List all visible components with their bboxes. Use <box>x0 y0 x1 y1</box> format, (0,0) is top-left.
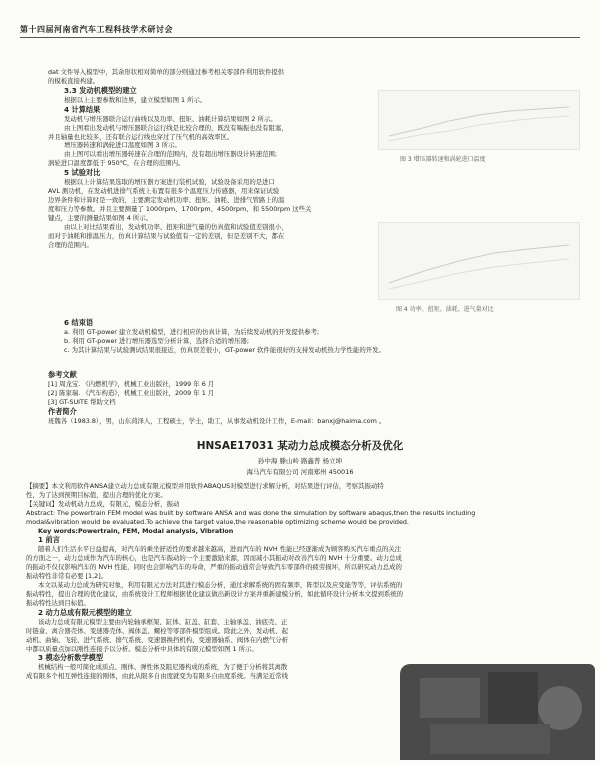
figure-3-plot <box>379 91 579 149</box>
bio-text: 班魏各（1983.8），男，山东菏泽人，工程硕士，学士，助工，从事发动机设计工作，E-mail：banxj@haima.com 。 <box>48 416 386 425</box>
figure-4-image <box>378 222 580 300</box>
paragraph-line: 振动特性达到目标值。 <box>26 598 90 607</box>
paragraph-line: 的振动不仅仅影响汽车的 NVH 性能，同时也会影响汽车的寿命，严重的振动通常会导致汽车零部件的疲劳损坏，所以研究动力总成的 <box>26 563 402 572</box>
section-heading-6: 6 结束语 <box>64 318 94 327</box>
paragraph-line: 发动机与增压器联合运行曲线以及功率、扭矩、油耗计算结果如图 2 所示。 <box>64 114 277 123</box>
paragraph-line: AVL 测功机，在发动机进排气系统上布置有很多个温度压力传感器，用来保证试验 <box>48 187 280 196</box>
paragraph-line: 根据以上主要参数和边界，建立模型如图 1 所示。 <box>64 95 207 104</box>
section-heading-2: 2 动力总成有限元模型的建立 <box>38 607 132 617</box>
paragraph-line: 动机、曲轴、飞轮、进气系统、排气系统、变速器换挡机构、变速器轴系、阀体在内燃气分析 <box>26 635 289 644</box>
paragraph-line: 度和压力等参数。并且主要测量了 1000rpm、1700rpm、4500rpm、和 5500rpm 这些关 <box>48 204 312 213</box>
bio-heading: 作者简介 <box>48 406 77 416</box>
paragraph-line: 该动力总成有限元模型主要由内轮轴承框架、缸体、缸盖、缸套、主轴承盖、油底壳、正 <box>38 617 288 626</box>
paragraph-line: 中都以质量点加以刚性连接予以分析。模态分析中具体的有限元模型如图 1 所示。 <box>26 644 258 653</box>
paragraph-line: 并且轴量也比较多，还有联合运行线也穿过了压气机的高效率区。 <box>48 132 234 141</box>
paragraph-line: 增压器转速和涡轮进口温度如图 3 所示。 <box>64 141 181 150</box>
paragraph-line: 成有限多个相互弹性连接的刚体，由此从限多自由度就变为有限多自由度系统。当满足近常线 <box>26 672 289 681</box>
figure-3-caption: 图 3 增压器转速和涡轮进口温度 <box>400 156 486 163</box>
paragraph-line: 由上图看出发动机与增压器联合运行线是比较合理的，既没有喘振也没有阻塞， <box>64 123 288 132</box>
section-heading-3: 3 模态分析数学模型 <box>38 653 104 663</box>
conclusion-line: c. 为其计算结果与试验测试结果很接近，仿真误差很小，GT-power 软件能很好的支持发动机热力学性能的开发。 <box>64 345 385 354</box>
left-column <box>48 68 311 249</box>
paragraph-line: 振动特性非常有必要 [1,2]。 <box>26 572 108 581</box>
paragraph-line: 涡轮进口温度都低于 950℃，在合理的范围内。 <box>48 159 185 168</box>
paragraph-line: 本文以某动力总成为研究对象，利用有限元方法对其进行模态分析，通过求解系统的固有频率，阵型以及应变能等等，评估系统的 <box>38 581 403 590</box>
conclusion-block <box>64 318 385 355</box>
paragraph-line: 键点，主要的测量结果如图 4 所示。 <box>48 213 152 222</box>
engine-model-image <box>400 664 595 760</box>
intro-line: 的模板直接构建。 <box>48 76 100 85</box>
paragraph-line: 的方面之一，动力总成作为汽车的核心，也是汽车振动的一个主要激励来源，因而减小其振动对改善汽车的 NVH 十分重要。动力总成 <box>26 554 402 563</box>
paragraph-line: 根据以上计算结果选取的增压器方案进行装机试验，试验设备采用的是进口 <box>64 178 275 187</box>
section-heading-5: 5 试验对比 <box>64 168 101 178</box>
abstract-en-line: Abstract: The powertrain FEM model was built by software ANSA and was done the simulation by software abaqus,then the results including <box>26 508 476 517</box>
conclusion-line: b. 利用 GT-power 进行增压器选型分析计算，选择合适的增压器; <box>64 336 250 345</box>
conclusion-line: a. 利用 GT-power 建立发动机模型，进行相应的仿真计算，为后续发动机的开发提供参考; <box>64 328 320 336</box>
keywords-en: Key words:Powertrain, FEM, Modal analysis, Vibration <box>38 526 234 535</box>
paper-2-title: HNSAE17031 某动力总成模态分析及优化 <box>196 440 404 452</box>
paragraph-line: 时链盒、离合器壳体、变速器壳体、阀体盖、螺栓等零部件模型组成。除此之外，发动机、起 <box>26 626 289 635</box>
keywords-cn: 【关键词】发动机动力总成，有限元，模态分析，振动 <box>26 499 180 508</box>
references-heading: 参考文献 <box>48 370 77 379</box>
paragraph-line: 机械结构一般可简化成质点、刚体、弹性体及阻尼器构成的系统，为了便于分析将其离散 <box>38 663 288 672</box>
paper-2-body <box>26 482 475 681</box>
figure-4-caption: 图 4 功率、扭矩、油耗、进气量对比 <box>396 306 494 313</box>
abstract-line: 性，为了达到预期目标值，提出合理的优化方案。 <box>26 490 167 499</box>
reference-item: [3] GT-SUITE 帮助文档 <box>48 397 116 406</box>
references-block <box>48 370 385 426</box>
figure-4-plot <box>379 223 579 299</box>
paragraph-line: 由上图可以看出增压器转速在合理的范围内，没有超出增压器设计转速范围; <box>64 150 278 159</box>
paper-2-affiliation: 海马汽车有限公司 河南郑州 450016 <box>246 468 354 476</box>
section-heading-1: 1 前言 <box>38 535 60 545</box>
page-header: 第十四届河南省汽车工程科技学术研讨会 <box>20 25 173 34</box>
paragraph-line: 边界条件和计算时是一致的，主要测定发动机功率、扭矩、油耗、进排气管路上的温 <box>48 195 285 204</box>
paragraph-line: 而对于油耗和排温压力，仿真计算结果与试验值有一定的差别，但是差别不大，都在 <box>48 231 285 240</box>
paper-2-authors: 孙中海 滕山岭 路鑫普 杨立坤 <box>257 457 343 465</box>
abstract-line: 【摘要】本文利用软件ANSA建立动力总成有限元模型并用软件ABAQUS对模型进行求解分析，对结果进行评估，考察其振动特 <box>26 482 384 490</box>
section-heading-3-3: 3.3 发动机模型的建立 <box>64 85 137 95</box>
header-rule <box>20 37 580 38</box>
paragraph-line: 由以上对比结果看出，发动机功率、扭矩和进气量的仿真值和试验值差别很小， <box>64 222 288 231</box>
reference-item: [2] 陈家瑞. 《汽车构造》，机械工业出版社，2009 年 1 月 <box>48 388 215 397</box>
intro-line: dat 文件导入模型中，其余形状相对简单的部分则通过参考相关零部件利用软件提供 <box>48 68 285 76</box>
abstract-en-line: modal&vibration would be evaluated.To achieve the target value,the reasonable optimizing scheme would be provided. <box>26 517 409 526</box>
engine-model-graphic <box>400 664 595 760</box>
paragraph-line: 随着人们生活水平日益提高，对汽车的乘坐舒适性的要求越来越高，进而汽车的 NVH 性能已经逐渐成为顾客购买汽车重点的关注 <box>38 545 402 554</box>
figure-3-image <box>378 90 580 150</box>
paragraph-line: 合理的范围内。 <box>48 240 93 249</box>
paragraph-line: 振动特性，提出合理的优化建议，由系统设计工程师根据优化建议做出新设计方案并重新建模分析，如此循环设计分析本文提到系统的 <box>26 589 404 598</box>
section-heading-4: 4 计算结果 <box>64 104 101 114</box>
reference-item: [1] 周龙宝. 《内燃机学》，机械工业出版社，1999 年 6 月 <box>48 380 215 388</box>
